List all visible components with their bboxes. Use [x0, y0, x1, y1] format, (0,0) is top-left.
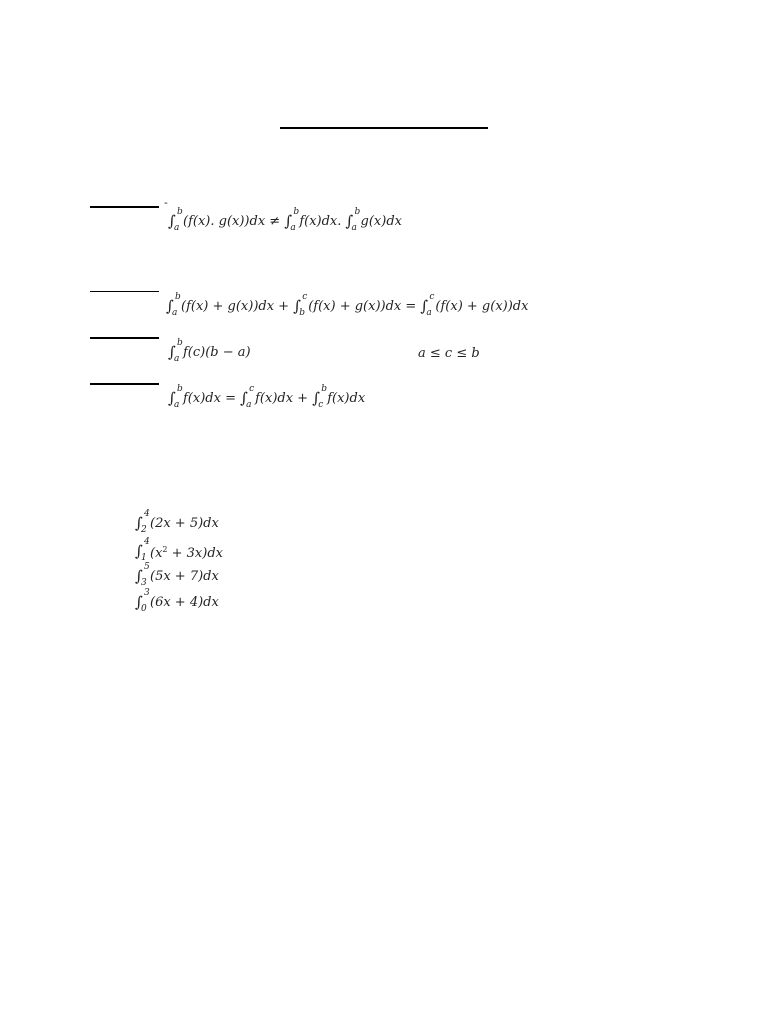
integral-sign: [135, 537, 150, 563]
integral-symbol: ∫: [284, 212, 293, 230]
upper-limit: b: [293, 207, 300, 217]
lower-limit: a: [174, 400, 180, 410]
integrand: g(x)dx: [360, 214, 402, 229]
lower-limit: a: [290, 223, 296, 233]
upper-limit: 4: [144, 509, 150, 519]
exercise-3: [135, 562, 219, 588]
upper-limit: b: [321, 384, 327, 394]
property-2-label-line: [90, 291, 159, 292]
upper-limit: b: [177, 338, 183, 348]
lower-limit: b: [299, 308, 305, 318]
integrand: f(x)dx +: [255, 391, 309, 406]
upper-limit: c: [302, 292, 308, 302]
lower-limit: a: [172, 308, 178, 318]
lower-limit: 1: [141, 553, 147, 563]
exercise-1: [135, 509, 219, 535]
lower-limit: 2: [141, 525, 147, 535]
integrand-part: (x: [150, 546, 163, 561]
integral-symbol: ∫: [345, 212, 354, 230]
property-3-formula: [168, 338, 251, 364]
integral-sign: [293, 292, 308, 318]
property-3-label-line: [90, 337, 159, 339]
integrand: f(x)dx.: [299, 214, 342, 229]
integral-sign: [135, 509, 150, 535]
property-4-formula: [168, 384, 366, 410]
integrand: f(x)dx =: [183, 391, 236, 406]
exponent: 2: [162, 545, 168, 554]
integral-symbol: ∫: [420, 297, 429, 315]
integrand: (f(x). g(x))dx ≠: [183, 214, 281, 229]
integrand: f(c)(b − a): [183, 345, 251, 360]
integrand: (5x + 7)dx: [150, 569, 219, 584]
upper-limit: 5: [144, 562, 150, 572]
integral-sign: [135, 562, 150, 588]
upper-limit: b: [177, 384, 183, 394]
property-4-label-line: [90, 383, 159, 385]
integral-sign: [168, 338, 183, 364]
integral-sign: [420, 292, 435, 318]
integral-symbol: ∫: [312, 389, 321, 407]
integral-symbol: ∫: [135, 567, 143, 585]
property-3-condition: a ≤ c ≤ b: [418, 346, 480, 361]
integral-symbol: ∫: [240, 389, 248, 407]
property-1-formula: [168, 207, 402, 233]
integrand: (2x + 5)dx: [150, 516, 219, 531]
integrand: [150, 542, 223, 562]
exercise-4: [135, 588, 219, 614]
integral-symbol: ∫: [135, 514, 143, 532]
property-2-formula: [166, 292, 529, 318]
integral-sign: [312, 384, 327, 410]
integral-symbol: ∫: [168, 389, 176, 407]
integral-symbol: ∫: [168, 212, 176, 230]
exercise-2: [135, 537, 223, 563]
integral-sign: [240, 384, 255, 410]
integral-sign: [284, 207, 300, 233]
integral-sign: [166, 292, 181, 318]
integral-sign: [168, 207, 183, 233]
lower-limit: 0: [141, 604, 147, 614]
lower-limit: a: [246, 400, 252, 410]
integral-symbol: ∫: [166, 297, 174, 315]
lower-limit: a: [426, 308, 432, 318]
property-1-label-line: [90, 206, 159, 208]
integral-symbol: ∫: [168, 343, 176, 361]
property-1-marker: -: [164, 196, 168, 209]
integrand: (f(x) + g(x))dx =: [308, 299, 417, 314]
integral-symbol: ∫: [135, 542, 143, 560]
lower-limit: a: [174, 354, 180, 364]
lower-limit: c: [318, 400, 324, 410]
integral-sign: [345, 207, 361, 233]
integrand: (f(x) + g(x))dx +: [181, 299, 290, 314]
lower-limit: 3: [141, 578, 147, 588]
integrand: (6x + 4)dx: [150, 595, 219, 610]
integral-symbol: ∫: [135, 593, 143, 611]
integrand-part: + 3x)dx: [167, 546, 223, 561]
upper-limit: c: [249, 384, 255, 394]
upper-limit: c: [429, 292, 435, 302]
upper-limit: b: [175, 292, 181, 302]
integrand: (f(x) + g(x))dx: [435, 299, 529, 314]
lower-limit: a: [174, 223, 180, 233]
title-underline: [280, 127, 488, 129]
integral-sign: [135, 588, 150, 614]
upper-limit: 3: [144, 588, 150, 598]
integral-symbol: ∫: [293, 297, 302, 315]
upper-limit: b: [354, 207, 361, 217]
integral-sign: [168, 384, 183, 410]
lower-limit: a: [351, 223, 357, 233]
upper-limit: b: [177, 207, 183, 217]
upper-limit: 4: [144, 537, 150, 547]
integrand: f(x)dx: [327, 391, 366, 406]
